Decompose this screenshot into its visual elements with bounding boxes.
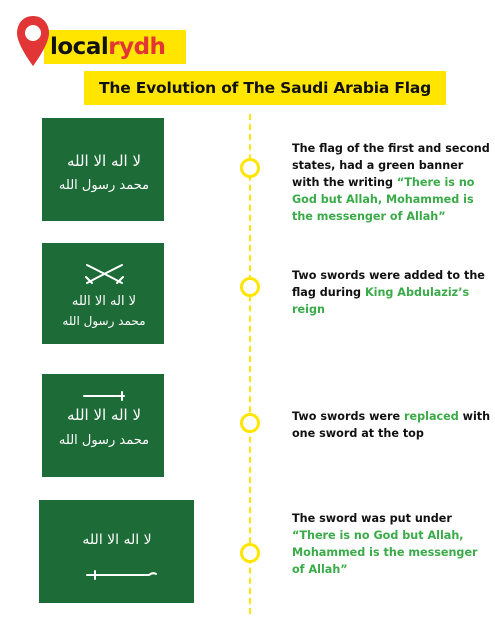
flag-first-second-states bbox=[42, 118, 191, 221]
flag-king-abdulaziz bbox=[42, 243, 191, 344]
brand-name: localrydh bbox=[50, 34, 166, 60]
timeline-dot bbox=[240, 413, 260, 433]
flag-shahada-text: لا اله الا الله bbox=[66, 406, 142, 424]
event-description-2: Two swords were added to the flag during King Abdulaziz’s reign bbox=[292, 269, 485, 316]
flag-shahada-text: محمد رسول الله bbox=[58, 178, 150, 193]
title-banner bbox=[84, 71, 446, 105]
flag-shahada-text: محمد رسول الله bbox=[62, 314, 146, 328]
flag-sword-under-shahada bbox=[39, 500, 194, 603]
flag-shahada-text: لا اله الا الله bbox=[71, 294, 137, 309]
event-description-3: Two swords were replaced with one sword at the top bbox=[292, 410, 491, 440]
brand-logo bbox=[16, 14, 186, 64]
flag-shahada-text: لا اله الا الله bbox=[82, 532, 152, 548]
event-description-4: The sword was put under “There is no God but Allah, Mohammed is the messenger of Allah” bbox=[292, 512, 478, 576]
brand-band bbox=[44, 30, 186, 64]
flag-shahada-text: محمد رسول الله bbox=[58, 433, 150, 448]
timeline-dot bbox=[240, 543, 260, 563]
flag-shahada-text: لا اله الا الله bbox=[66, 152, 142, 170]
location-pin-icon bbox=[16, 14, 50, 70]
event-description-1: The flag of the first and second states, had a green banner with the writing “There is no God but Allah, Mohammed is the messenger of Allah” bbox=[292, 142, 490, 223]
flag-one-sword-top bbox=[42, 374, 191, 477]
page-title: The Evolution of The Saudi Arabia Flag bbox=[99, 79, 431, 97]
timeline-dot bbox=[240, 158, 260, 178]
timeline-dot bbox=[240, 277, 260, 297]
timeline-line bbox=[249, 114, 251, 614]
